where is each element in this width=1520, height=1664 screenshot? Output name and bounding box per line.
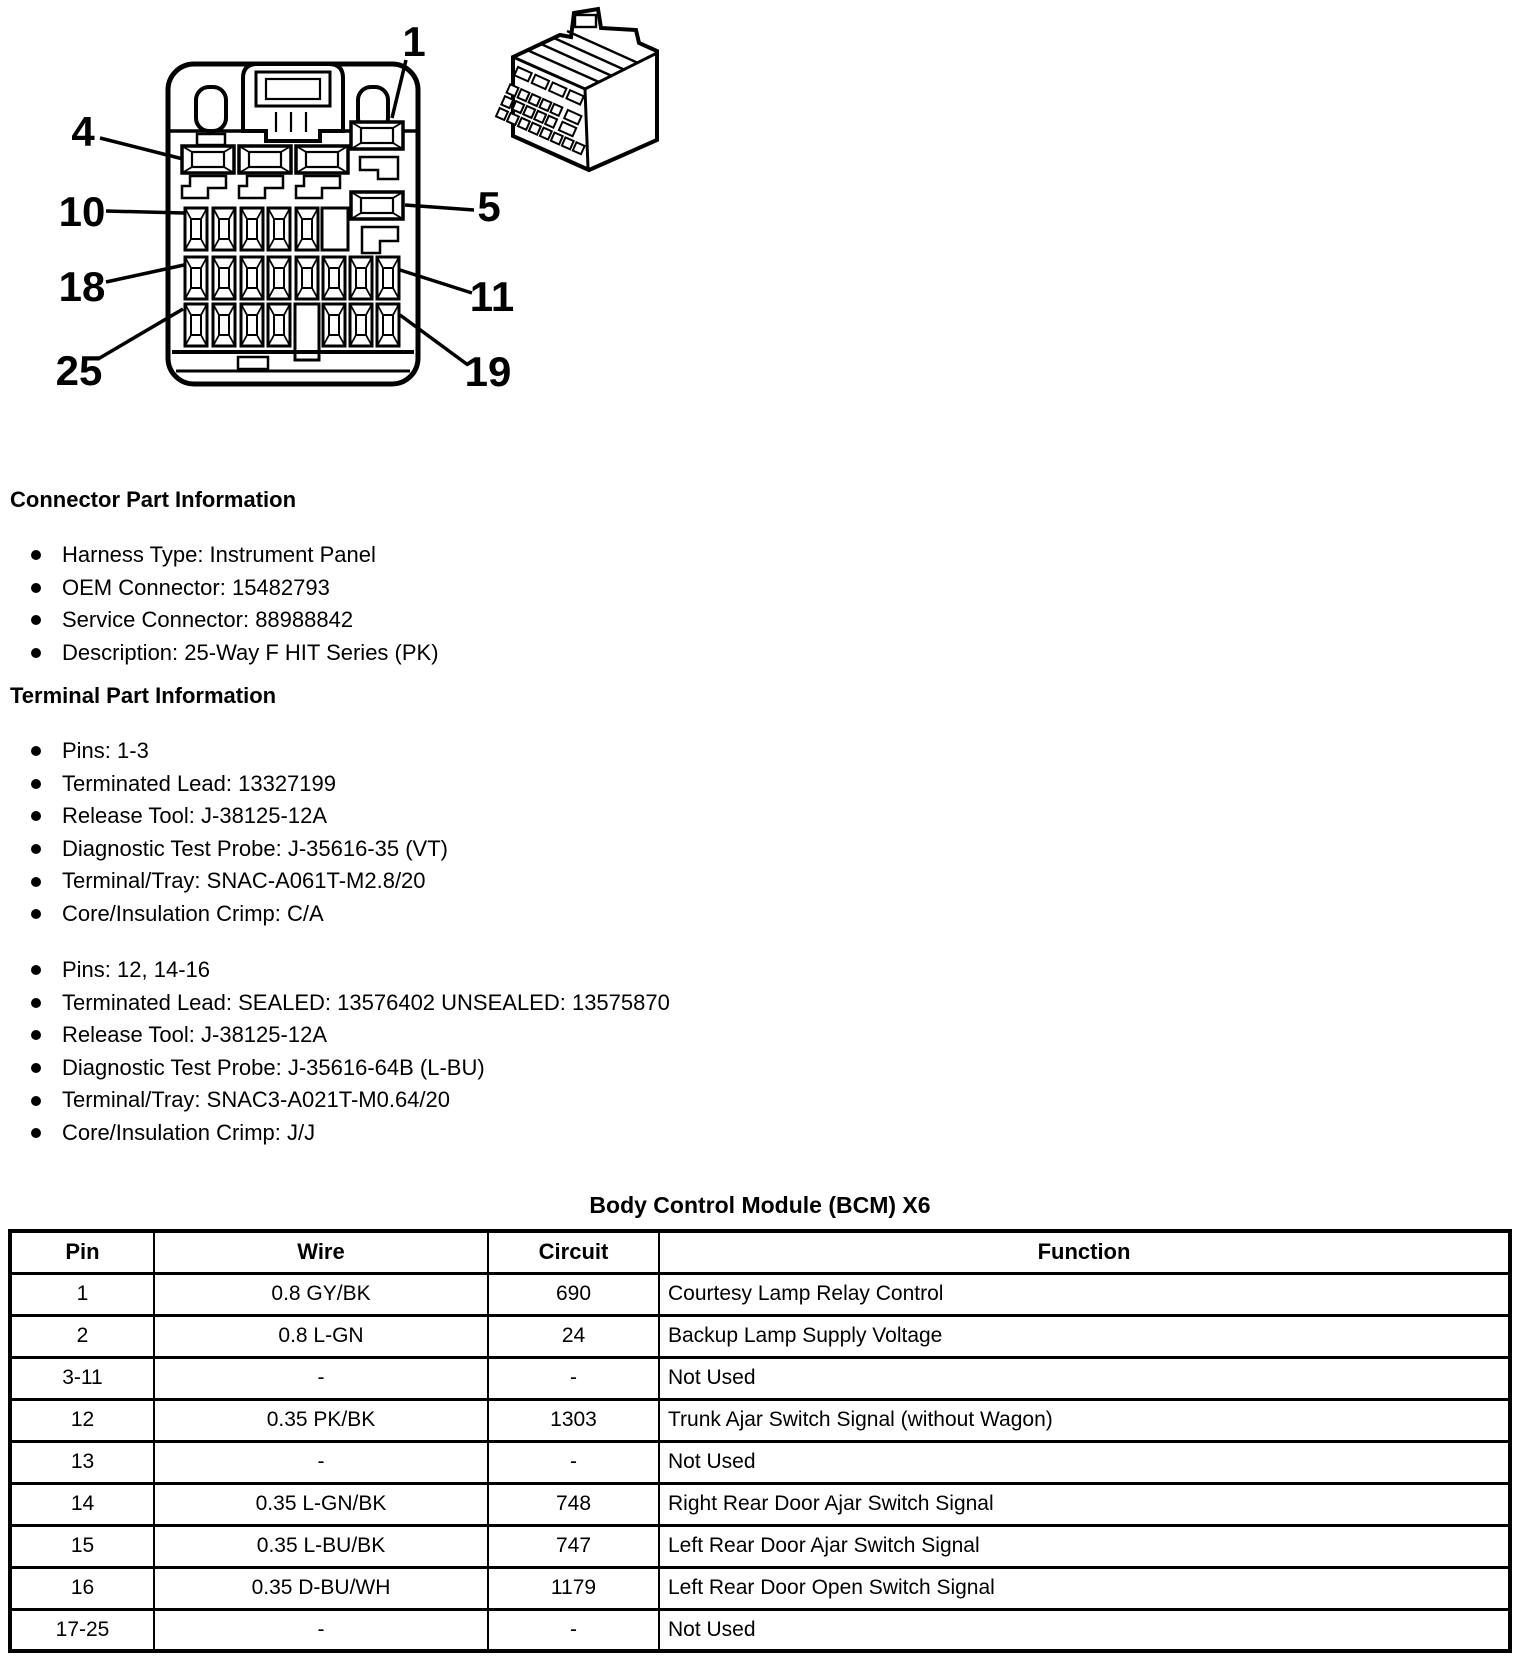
cell-function: Courtesy Lamp Relay Control (659, 1273, 1510, 1315)
cell-pin: 2 (10, 1315, 154, 1357)
bullet-icon (31, 965, 41, 975)
list-item-text: Core/Insulation Crimp: C/A (62, 900, 324, 926)
col-header-pin: Pin (10, 1231, 154, 1273)
cell-function: Left Rear Door Open Switch Signal (659, 1567, 1510, 1609)
list-item (0, 800, 900, 833)
list-item (0, 954, 900, 987)
list-item-text: Pins: 12, 14-16 (62, 957, 210, 982)
list-item-text: OEM Connector: 15482793 (62, 574, 330, 600)
latch-ear-left (196, 87, 226, 131)
cell-pin: 14 (10, 1483, 154, 1525)
callout-label-5: 5 (477, 183, 501, 230)
list-item (0, 1019, 900, 1052)
list-item-text: Diagnostic Test Probe: J-35616-35 (VT) (62, 835, 448, 861)
table-title: Body Control Module (BCM) X6 (589, 1192, 931, 1218)
cell-wire: 0.35 PK/BK (154, 1399, 488, 1441)
table-row (10, 1441, 1510, 1483)
bullet-icon (31, 1128, 41, 1138)
bcm-pinout-table (8, 1229, 1512, 1653)
table-row (10, 1273, 1510, 1315)
list-item (0, 833, 900, 866)
list-item (0, 735, 900, 768)
list-item-text: Description: 25-Way F HIT Series (PK) (62, 639, 439, 665)
cell-function: Not Used (659, 1609, 1510, 1651)
callout-label-25: 25 (55, 347, 103, 394)
table-header-row (10, 1231, 1510, 1273)
cell-pin: 1 (10, 1273, 154, 1315)
list-item-text: Terminated Lead: SEALED: 13576402 UNSEALED: 13575870 (62, 989, 670, 1015)
cell-circuit: - (488, 1357, 659, 1399)
cell-circuit: 1179 (488, 1567, 659, 1609)
table-row (10, 1609, 1510, 1651)
cell-circuit: 1303 (488, 1399, 659, 1441)
lock-tower (243, 64, 343, 141)
list-item (0, 539, 900, 572)
table-row (10, 1399, 1510, 1441)
callout-label-1: 1 (402, 18, 426, 65)
list-item-text: Terminal/Tray: SNAC3-A021T-M0.64/20 (62, 1087, 450, 1113)
cell-function: Trunk Ajar Switch Signal (without Wagon) (659, 1399, 1510, 1441)
table-row (10, 1315, 1510, 1357)
cell-pin: 16 (10, 1567, 154, 1609)
cell-wire: 0.8 GY/BK (154, 1273, 488, 1315)
list-item (0, 987, 900, 1020)
bullet-icon (31, 648, 41, 658)
connector-face-view (168, 64, 418, 384)
list-item-text: Harness Type: Instrument Panel (62, 542, 376, 567)
terminal-part-info-list-pins-1-3 (0, 735, 900, 931)
connector-diagram (0, 0, 700, 432)
cell-function: Left Rear Door Ajar Switch Signal (659, 1525, 1510, 1567)
bullet-icon (31, 583, 41, 593)
bullet-icon (31, 1063, 41, 1073)
connector-diagram-svg (0, 0, 700, 432)
callout-line-10 (106, 211, 184, 213)
list-item (0, 1052, 900, 1085)
cell-wire: 0.8 L-GN (154, 1315, 488, 1357)
bullet-icon (31, 1096, 41, 1106)
callout-label-4: 4 (71, 108, 95, 155)
cell-circuit: 24 (488, 1315, 659, 1357)
table-row (10, 1567, 1510, 1609)
terminal-part-info-list-pins-12-16 (0, 954, 900, 1150)
bullet-icon (31, 909, 41, 919)
col-header-circuit: Circuit (488, 1231, 659, 1273)
table-row (10, 1483, 1510, 1525)
col-header-wire: Wire (154, 1231, 488, 1273)
terminal-part-info-heading: Terminal Part Information (10, 683, 277, 708)
list-item-text: Pins: 1-3 (62, 738, 149, 763)
list-item-text: Diagnostic Test Probe: J-35616-64B (L-BU) (62, 1054, 485, 1080)
cell-wire: - (154, 1441, 488, 1483)
list-item-text: Release Tool: J-38125-12A (62, 803, 327, 829)
callout-label-18: 18 (58, 263, 106, 310)
connector-part-info-heading: Connector Part Information (10, 487, 297, 512)
cell-wire: 0.35 L-GN/BK (154, 1483, 488, 1525)
cell-pin: 13 (10, 1441, 154, 1483)
callout-label-11: 11 (469, 273, 515, 320)
cell-pin: 17-25 (10, 1609, 154, 1651)
list-item (0, 604, 900, 637)
list-item-text: Terminated Lead: 13327199 (62, 770, 336, 796)
list-item (0, 898, 900, 931)
cell-circuit: - (488, 1609, 659, 1651)
table-row (10, 1357, 1510, 1399)
cell-function: Right Rear Door Ajar Switch Signal (659, 1483, 1510, 1525)
connector-iso-view (496, 9, 657, 170)
callout-label-19: 19 (464, 348, 512, 395)
cell-function: Backup Lamp Supply Voltage (659, 1315, 1510, 1357)
cell-function: Not Used (659, 1441, 1510, 1483)
cell-circuit: 690 (488, 1273, 659, 1315)
list-item (0, 1117, 900, 1150)
cell-circuit: - (488, 1441, 659, 1483)
list-item (0, 768, 900, 801)
bullet-icon (31, 550, 41, 560)
list-item (0, 637, 900, 670)
bullet-icon (31, 877, 41, 887)
col-header-function: Function (659, 1231, 1510, 1273)
bullet-icon (31, 615, 41, 625)
cell-wire: - (154, 1609, 488, 1651)
bullet-icon (31, 1030, 41, 1040)
cell-pin: 3-11 (10, 1357, 154, 1399)
bullet-icon (31, 746, 41, 756)
bullet-icon (31, 779, 41, 789)
cell-pin: 12 (10, 1399, 154, 1441)
cell-circuit: 748 (488, 1483, 659, 1525)
bullet-icon (31, 844, 41, 854)
cell-circuit: 747 (488, 1525, 659, 1567)
cell-wire: 0.35 D-BU/WH (154, 1567, 488, 1609)
list-item-text: Core/Insulation Crimp: J/J (62, 1119, 316, 1145)
list-item-text: Terminal/Tray: SNAC-A061T-M2.8/20 (62, 868, 426, 894)
bullet-icon (31, 811, 41, 821)
list-item-text: Service Connector: 88988842 (62, 607, 354, 633)
list-item (0, 865, 900, 898)
list-item-text: Release Tool: J-38125-12A (62, 1022, 327, 1048)
cell-pin: 15 (10, 1525, 154, 1567)
list-item (0, 572, 900, 605)
list-item (0, 1084, 900, 1117)
bullet-icon (31, 998, 41, 1008)
table-row (10, 1525, 1510, 1567)
cell-function: Not Used (659, 1357, 1510, 1399)
cell-wire: 0.35 L-BU/BK (154, 1525, 488, 1567)
callout-label-10: 10 (58, 188, 106, 235)
cell-wire: - (154, 1357, 488, 1399)
connector-part-info-list (0, 539, 900, 669)
